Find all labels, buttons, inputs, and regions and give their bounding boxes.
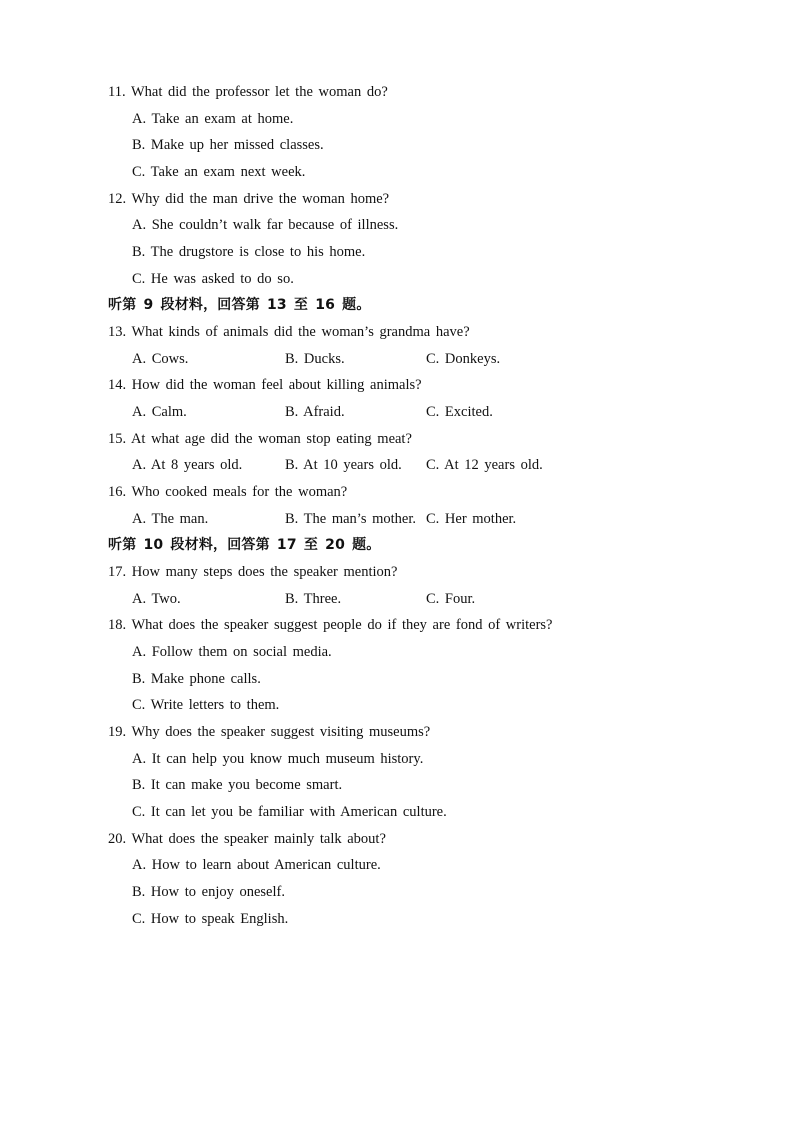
question-14-option-c: C. Excited. xyxy=(426,404,493,420)
question-15-option-a: A. At 8 years old. xyxy=(132,457,243,473)
question-19-stem: 19. Why does the speaker suggest visiting museums? xyxy=(108,724,431,740)
question-16-option-a: A. The man. xyxy=(132,511,209,527)
question-16-stem: 16. Who cooked meals for the woman? xyxy=(108,484,348,500)
question-20-stem: 20. What does the speaker mainly talk about? xyxy=(108,831,386,847)
question-14-option-a: A. Calm. xyxy=(132,404,187,420)
question-13-option-a: A. Cows. xyxy=(132,351,189,367)
question-16-option-c: C. Her mother. xyxy=(426,511,517,527)
question-15-option-c: C. At 12 years old. xyxy=(426,457,543,473)
question-19-option-a: A. It can help you know much museum history. xyxy=(132,751,424,767)
question-17-stem: 17. How many steps does the speaker mention? xyxy=(108,564,398,580)
question-17-option-b: B. Three. xyxy=(285,591,342,607)
question-16-options xyxy=(0,509,794,529)
question-16-option-b: B. The man’s mother. xyxy=(285,511,416,527)
section-10-heading: 听第 10 段材料，回答第 17 至 20 题。 xyxy=(108,537,381,553)
question-15-stem: 15. At what age did the woman stop eating meat? xyxy=(108,431,412,447)
question-12-stem: 12. Why did the man drive the woman home? xyxy=(108,191,390,207)
question-13-options xyxy=(0,349,794,369)
question-18-option-b: B. Make phone calls. xyxy=(132,671,261,687)
question-14-option-b: B. Afraid. xyxy=(285,404,345,420)
question-18-stem: 18. What does the speaker suggest people do if they are fond of writers? xyxy=(108,617,553,633)
question-17-options xyxy=(0,589,794,609)
question-11-option-a: A. Take an exam at home. xyxy=(132,111,294,127)
question-13-option-b: B. Ducks. xyxy=(285,351,345,367)
question-17-option-a: A. Two. xyxy=(132,591,181,607)
question-17-option-c: C. Four. xyxy=(426,591,476,607)
question-11-option-b: B. Make up her missed classes. xyxy=(132,137,324,153)
question-11-stem: 11. What did the professor let the woman do? xyxy=(108,84,388,100)
question-11-option-c: C. Take an exam next week. xyxy=(132,164,306,180)
question-12-option-b: B. The drugstore is close to his home. xyxy=(132,244,366,260)
section-9-heading: 听第 9 段材料，回答第 13 至 16 题。 xyxy=(108,297,371,313)
question-18-option-c: C. Write letters to them. xyxy=(132,697,280,713)
question-20-option-a: A. How to learn about American culture. xyxy=(132,857,381,873)
question-20-option-b: B. How to enjoy oneself. xyxy=(132,884,285,900)
question-18-option-a: A. Follow them on social media. xyxy=(132,644,332,660)
question-19-option-b: B. It can make you become smart. xyxy=(132,777,343,793)
question-15-options xyxy=(0,455,794,475)
question-14-stem: 14. How did the woman feel about killing animals? xyxy=(108,377,422,393)
question-12-option-a: A. She couldn’t walk far because of illness. xyxy=(132,217,399,233)
question-13-stem: 13. What kinds of animals did the woman’s grandma have? xyxy=(108,324,470,340)
question-15-option-b: B. At 10 years old. xyxy=(285,457,402,473)
question-20-option-c: C. How to speak English. xyxy=(132,911,289,927)
question-12-option-c: C. He was asked to do so. xyxy=(132,271,294,287)
question-13-option-c: C. Donkeys. xyxy=(426,351,501,367)
question-19-option-c: C. It can let you be familiar with American culture. xyxy=(132,804,447,820)
question-14-options xyxy=(0,402,794,422)
